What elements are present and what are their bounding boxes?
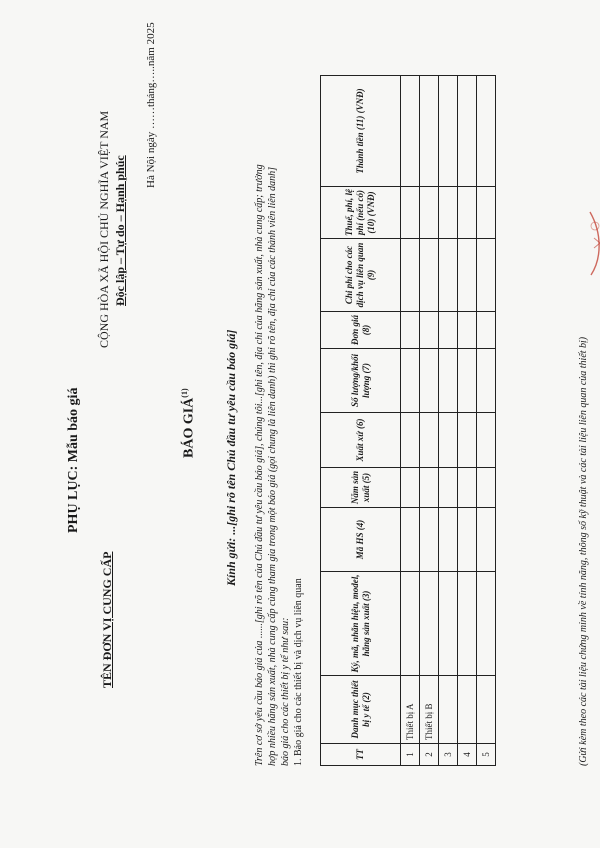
col-header-unit-price: Đơn giá (8) xyxy=(321,312,401,349)
table-cell xyxy=(420,508,439,572)
table-cell xyxy=(401,413,420,468)
recipient-line: Kính gửi: ...[ghi rõ tên Chủ đầu tư yêu cầu báo giá] xyxy=(224,329,238,586)
table-cell xyxy=(420,239,439,312)
table-cell xyxy=(477,76,496,187)
table-cell xyxy=(477,187,496,239)
appendix-title: PHỤ LỤC: Mẫu báo giá xyxy=(66,387,81,533)
table-cell xyxy=(401,187,420,239)
table-cell xyxy=(477,413,496,468)
row-number: 2 xyxy=(420,744,439,766)
col-header-year: Năm sản xuất (5) xyxy=(321,468,401,508)
attachment-note: (Gửi kèm theo các tài liệu chứng minh về tính năng, thông số kỹ thuật và các tài liệu liên quan của thiết bị) xyxy=(578,336,589,766)
quote-title-note: (1) xyxy=(180,388,189,398)
col-header-model: Ký, mã, nhãn hiệu, model, hãng sản xuất (3) xyxy=(321,572,401,676)
row-number: 1 xyxy=(401,744,420,766)
row-number: 3 xyxy=(439,744,458,766)
table-cell xyxy=(420,413,439,468)
table-header-row xyxy=(321,76,401,766)
table-cell xyxy=(420,76,439,187)
table-cell xyxy=(439,187,458,239)
table-cell xyxy=(477,312,496,349)
table-row xyxy=(477,76,496,766)
table-cell xyxy=(401,76,420,187)
row-item xyxy=(439,676,458,744)
table-cell xyxy=(439,239,458,312)
table-cell xyxy=(439,508,458,572)
table-row xyxy=(420,76,439,766)
table-cell xyxy=(458,572,477,676)
col-header-tax: Thuế, phí, lệ phí (nếu có) (10) (VNĐ) xyxy=(321,187,401,239)
table-cell xyxy=(458,312,477,349)
table-cell xyxy=(439,468,458,508)
table-cell xyxy=(458,508,477,572)
table-cell xyxy=(420,572,439,676)
table-cell xyxy=(439,572,458,676)
table-cell xyxy=(439,413,458,468)
table-cell xyxy=(420,187,439,239)
table-cell xyxy=(401,508,420,572)
table-cell xyxy=(477,349,496,413)
table-cell xyxy=(458,187,477,239)
table-cell xyxy=(439,76,458,187)
dateline: Hà Nội ngày ……tháng…..năm 2025 xyxy=(145,22,157,188)
intro-line-3: báo giá cho các thiết bị y tế như sau: xyxy=(280,617,291,766)
table-cell xyxy=(477,508,496,572)
intro-line-2: hợp nhiều hãng sản xuất, nhà cung cấp cùng tham gia trong một báo giá (gọi chung là liên danh) thì ghi rõ tên, địa chỉ của các thành viên liên danh] xyxy=(267,166,278,766)
row-item xyxy=(477,676,496,744)
table-cell xyxy=(439,349,458,413)
row-item: Thiết bị A xyxy=(401,676,420,744)
table-cell xyxy=(420,349,439,413)
table-cell xyxy=(401,572,420,676)
col-header-origin: Xuất xứ (6) xyxy=(321,413,401,468)
table-row xyxy=(439,76,458,766)
table-cell xyxy=(401,349,420,413)
row-item xyxy=(458,676,477,744)
col-header-hs-code: Mã HS (4) xyxy=(321,508,401,572)
col-header-tt: TT xyxy=(321,744,401,766)
quote-title xyxy=(180,388,198,458)
seal-stamp-mark xyxy=(588,208,600,278)
col-header-total: Thành tiền (11) (VNĐ) xyxy=(321,76,401,187)
table-cell xyxy=(458,239,477,312)
quotation-table xyxy=(320,75,496,766)
table-cell xyxy=(401,312,420,349)
table-cell xyxy=(439,312,458,349)
table-cell xyxy=(420,312,439,349)
row-number: 4 xyxy=(458,744,477,766)
table-cell xyxy=(458,413,477,468)
table-cell xyxy=(477,468,496,508)
table-cell xyxy=(458,76,477,187)
col-header-service-cost: Chi phí cho các dịch vụ liên quan (9) xyxy=(321,239,401,312)
supplier-name: TÊN ĐƠN VỊ CUNG CẤP xyxy=(100,551,114,688)
table-row xyxy=(458,76,477,766)
national-title: CỘNG HÒA XÃ HỘI CHỦ NGHĨA VIỆT NAM xyxy=(97,110,111,348)
table-cell xyxy=(458,349,477,413)
table-cell xyxy=(401,468,420,508)
table-cell xyxy=(401,239,420,312)
row-number: 5 xyxy=(477,744,496,766)
table-cell xyxy=(477,572,496,676)
table-cell xyxy=(458,468,477,508)
intro-line-1: Trên cơ sở yêu cầu báo giá của ......[ghi rõ tên của Chủ đầu tư yêu cầu báo giá], chúng tôi...[ghi tên, địa chỉ của hãng sản xuất, nhà cung cấp; trường xyxy=(254,164,265,766)
col-header-item: Danh mục thiết bị y tế (2) xyxy=(321,676,401,744)
row-item: Thiết bị B xyxy=(420,676,439,744)
national-motto: Độc lập – Tự do – Hạnh phúc xyxy=(113,155,127,306)
section-heading: 1. Báo giá cho các thiết bị và dịch vụ liên quan xyxy=(293,578,304,766)
table-cell xyxy=(420,468,439,508)
table-row xyxy=(401,76,420,766)
quote-title-text: BÁO GIÁ xyxy=(181,397,197,458)
table-cell xyxy=(477,239,496,312)
col-header-quantity: Số lượng/khối lượng (7) xyxy=(321,349,401,413)
